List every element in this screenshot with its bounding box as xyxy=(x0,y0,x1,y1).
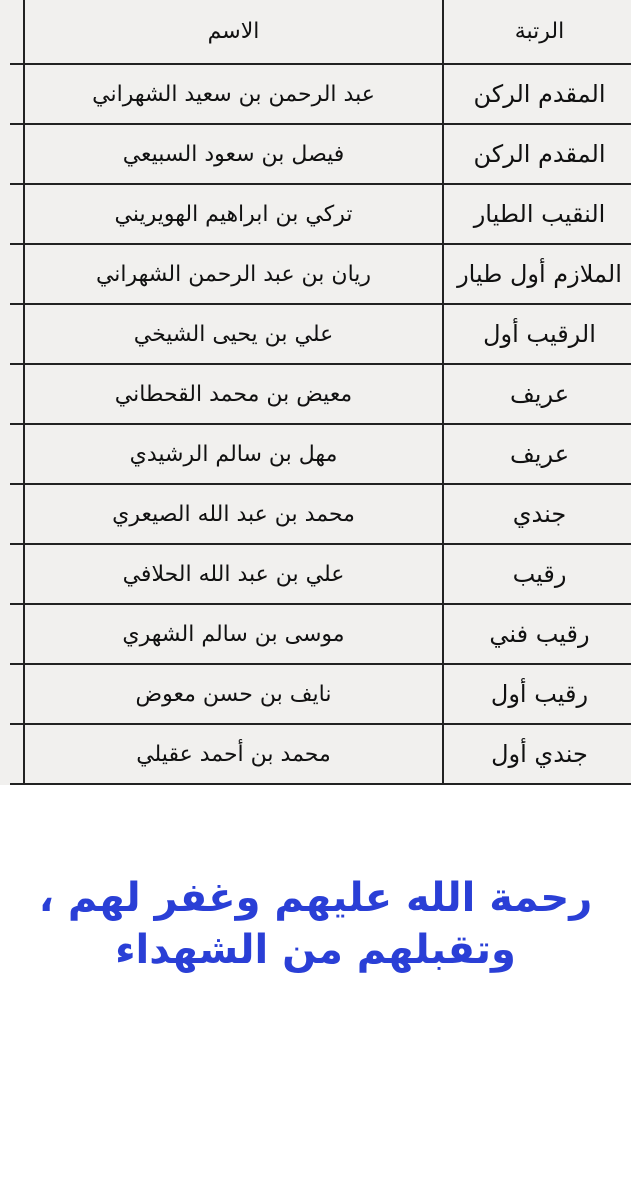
table-row xyxy=(10,724,631,784)
name-cell: معيض بن محمد القحطاني xyxy=(24,364,443,424)
table-row xyxy=(10,544,631,604)
name-cell: مهل بن سالم الرشيدي xyxy=(24,424,443,484)
blank-cell xyxy=(10,244,24,304)
rank-cell: الرقيب أول xyxy=(443,304,631,364)
blank-cell xyxy=(10,424,24,484)
blank-cell xyxy=(10,664,24,724)
blank-cell xyxy=(10,184,24,244)
table-row xyxy=(10,244,631,304)
table-row xyxy=(10,364,631,424)
name-cell: علي بن يحيى الشيخي xyxy=(24,304,443,364)
name-cell: نايف بن حسن معوض xyxy=(24,664,443,724)
name-cell: محمد بن أحمد عقيلي xyxy=(24,724,443,784)
rank-column-header: الرتبة xyxy=(443,0,631,64)
name-cell: تركي بن ابراهيم الهويريني xyxy=(24,184,443,244)
condolence-line-1: رحمة الله عليهم وغفر لهم ، xyxy=(38,875,593,921)
rank-cell: جندي أول xyxy=(443,724,631,784)
rank-cell: المقدم الركن xyxy=(443,124,631,184)
rank-cell: جندي xyxy=(443,484,631,544)
table-row xyxy=(10,424,631,484)
rank-cell: المقدم الركن xyxy=(443,64,631,124)
condolence-line-2: وتقبلهم من الشهداء xyxy=(115,927,516,973)
table-header-row xyxy=(10,0,631,64)
name-cell: موسى بن سالم الشهري xyxy=(24,604,443,664)
rank-cell: عريف xyxy=(443,364,631,424)
name-cell: عبد الرحمن بن سعيد الشهراني xyxy=(24,64,443,124)
name-cell: محمد بن عبد الله الصيعري xyxy=(24,484,443,544)
blank-cell xyxy=(10,484,24,544)
blank-cell xyxy=(10,544,24,604)
rank-cell: عريف xyxy=(443,424,631,484)
blank-cell xyxy=(10,124,24,184)
rank-cell: النقيب الطيار xyxy=(443,184,631,244)
table-row xyxy=(10,304,631,364)
blank-cell xyxy=(10,724,24,784)
name-cell: علي بن عبد الله الحلافي xyxy=(24,544,443,604)
rank-cell: رقيب فني xyxy=(443,604,631,664)
roster-table xyxy=(10,0,631,785)
blank-cell xyxy=(10,64,24,124)
table-row xyxy=(10,484,631,544)
name-cell: فيصل بن سعود السبيعي xyxy=(24,124,443,184)
name-cell: ريان بن عبد الرحمن الشهراني xyxy=(24,244,443,304)
rank-cell: رقيب أول xyxy=(443,664,631,724)
blank-cell xyxy=(10,364,24,424)
table-row xyxy=(10,184,631,244)
table-row xyxy=(10,664,631,724)
name-column-header: الاسم xyxy=(24,0,443,64)
blank-cell xyxy=(10,304,24,364)
blank-column-header xyxy=(10,0,24,64)
table-row xyxy=(10,604,631,664)
table-row xyxy=(10,64,631,124)
blank-cell xyxy=(10,604,24,664)
table-row xyxy=(10,124,631,184)
rank-cell: الملازم أول طيار xyxy=(443,244,631,304)
rank-cell: رقيب xyxy=(443,544,631,604)
